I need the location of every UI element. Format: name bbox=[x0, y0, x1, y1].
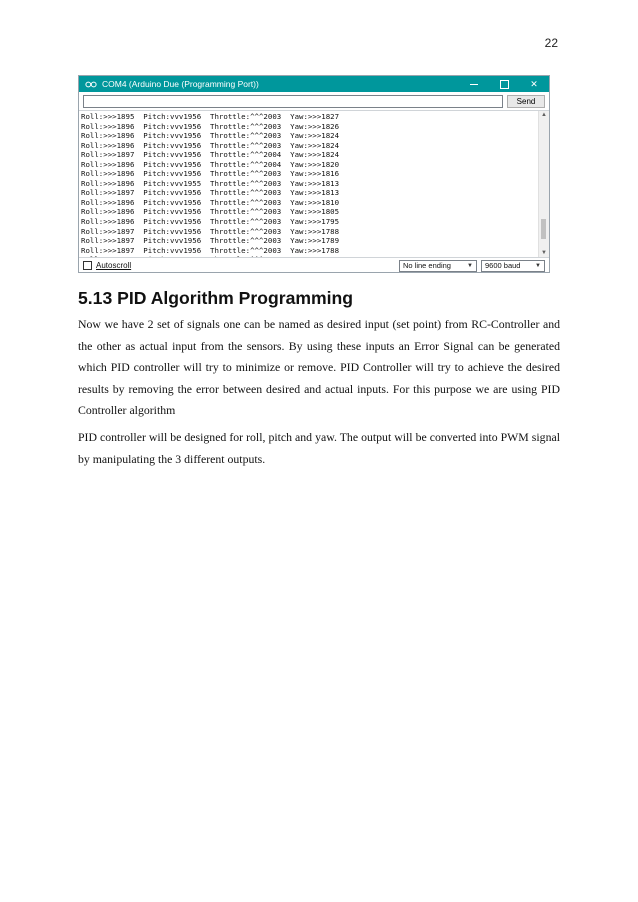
vertical-scrollbar[interactable] bbox=[538, 111, 549, 257]
serial-output-line: Roll:>>>1897 Pitch:vvv1956 Throttle:^^^2004 Yaw:>>>1824 bbox=[81, 150, 340, 160]
close-icon[interactable]: ✕ bbox=[530, 79, 538, 89]
serial-monitor-window bbox=[78, 75, 550, 273]
serial-output-line: Roll:>>>1896 Pitch:vvv1956 Throttle:^^^2004 Yaw:>>>1820 bbox=[81, 159, 340, 169]
scroll-down-icon[interactable]: ▼ bbox=[541, 250, 547, 256]
paragraph-1: Now we have 2 set of signals one can be named as desired input (set point) from RC-Controller and the other as actual input from the sensors. By using these inputs an Error Signal can be generated which PID controller will try to minimize or remove. PID Controller will try to achieve the desired results by removing the error between desired and actual inputs. For this purpose we are using PID Controller algorithm bbox=[78, 317, 560, 418]
chevron-down-icon: ▼ bbox=[535, 262, 541, 269]
serial-output-line: Roll:>>>1896 Pitch:vvv1955 Throttle:^^^2003 Yaw:>>>1813 bbox=[81, 178, 340, 188]
serial-output-area[interactable] bbox=[79, 110, 549, 257]
serial-output-line: Roll:>>>1896 Pitch:vvv1956 Throttle:^^^2003 Yaw:>>>1824 bbox=[81, 140, 340, 150]
line-ending-select[interactable] bbox=[399, 260, 477, 272]
window-titlebar[interactable] bbox=[79, 76, 549, 92]
scroll-up-icon[interactable]: ▲ bbox=[541, 112, 547, 118]
status-row bbox=[79, 257, 549, 273]
serial-output-line: Roll:>>>1896 Pitch:vvv1956 Throttle:^^^2003 Yaw:>>>1826 bbox=[81, 121, 340, 131]
autoscroll-checkbox[interactable] bbox=[83, 261, 92, 270]
autoscroll-label[interactable]: Autoscroll bbox=[96, 261, 132, 270]
chevron-down-icon: ▼ bbox=[467, 262, 473, 269]
paragraph-2: PID controller will be designed for roll, pitch and yaw. The output will be converted into PWM signal by manipulating the 3 different outputs. bbox=[78, 430, 560, 466]
section-heading: 5.13 PID Algorithm Programming bbox=[78, 288, 354, 308]
scroll-thumb[interactable] bbox=[541, 219, 546, 239]
serial-output-line: Roll:>>>1895 Pitch:vvv1956 Throttle:^^^2003 Yaw:>>>1827 bbox=[81, 112, 340, 121]
baud-rate-select[interactable] bbox=[481, 260, 545, 272]
serial-output-line: Roll:>>>1896 Pitch:vvv1956 Throttle:^^^2003 Yaw:>>>1824 bbox=[81, 131, 340, 141]
serial-output-line: Roll:>>>1897 Pitch:vvv1956 Throttle:^^^2003 Yaw:>>>1789 bbox=[81, 236, 340, 246]
send-button[interactable]: Send bbox=[507, 95, 545, 108]
serial-output-line bbox=[81, 255, 539, 257]
minimize-icon[interactable] bbox=[459, 76, 489, 92]
serial-output-line: Roll:>>>1896 Pitch:vvv1956 Throttle:^^^2003 Yaw:>>>1816 bbox=[81, 169, 340, 179]
serial-output-line: Roll:>>>1897 Pitch:vvv1956 Throttle:^^^2003 Yaw:>>>1788 bbox=[81, 245, 340, 255]
serial-input[interactable] bbox=[83, 95, 503, 108]
send-row bbox=[79, 92, 549, 110]
serial-output-line: Roll:>>>1896 Pitch:vvv1956 Throttle:^^^2003 Yaw:>>>1795 bbox=[81, 217, 340, 227]
window-title: COM4 (Arduino Due (Programming Port)) bbox=[102, 79, 259, 89]
serial-output-line: Roll:>>>1897 Pitch:vvv1956 Throttle:^^^2003 Yaw:>>>1813 bbox=[81, 188, 340, 198]
arduino-logo-icon bbox=[84, 80, 98, 89]
maximize-icon[interactable] bbox=[489, 76, 519, 92]
serial-output-line: Roll:>>>1896 Pitch:vvv1956 Throttle:^^^2003 Yaw:>>>1810 bbox=[81, 197, 340, 207]
page-number: 22 bbox=[544, 36, 558, 50]
baud-rate-value: 9600 baud bbox=[485, 261, 521, 270]
serial-output-text bbox=[79, 111, 539, 257]
serial-output-line: Roll:>>>1897 Pitch:vvv1956 Throttle:^^^2003 Yaw:>>>1788 bbox=[81, 226, 340, 236]
serial-output-line: Roll:>>>1896 Pitch:vvv1956 Throttle:^^^2003 Yaw:>>>1805 bbox=[81, 207, 340, 217]
line-ending-value: No line ending bbox=[403, 261, 451, 270]
